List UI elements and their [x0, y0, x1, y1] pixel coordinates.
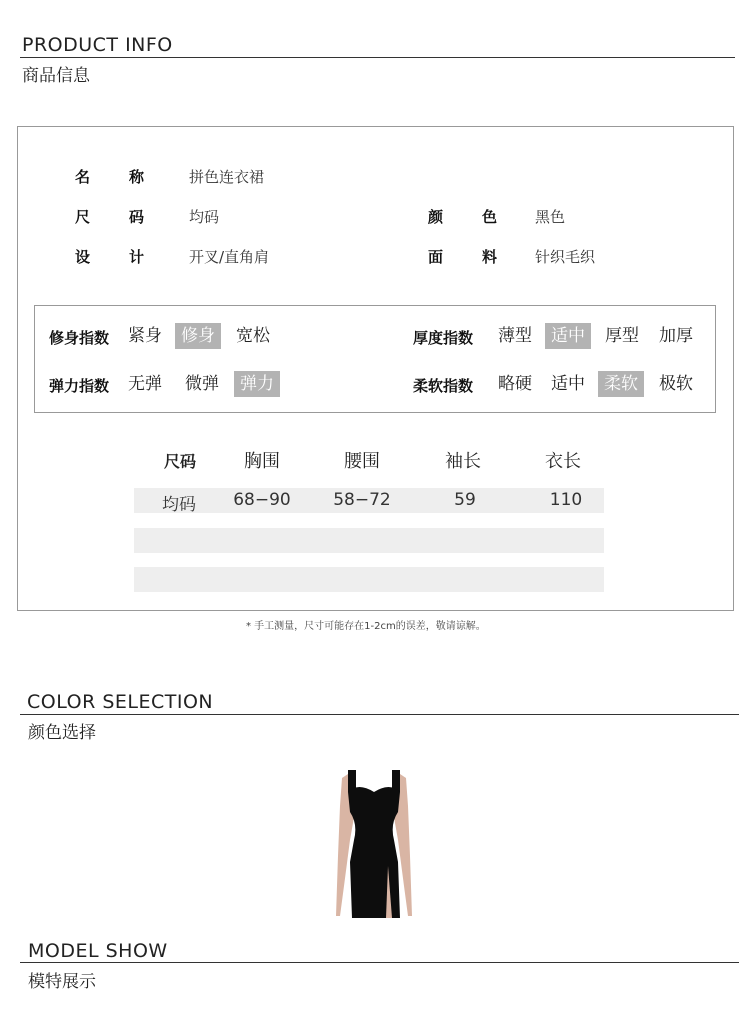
spec-name-label-2: 称 [129, 168, 145, 186]
spec-design-label-1: 设 [75, 248, 91, 266]
spec-fabric-value: 针织毛织 [535, 248, 596, 266]
size-table-header-size: 尺码 [163, 452, 196, 471]
product-info-title-en: PRODUCT INFO [22, 34, 173, 56]
fit-option-slim-selected: 修身 [175, 323, 221, 349]
color-selection-title-zh: 颜色选择 [28, 723, 96, 743]
spec-design-label-2: 计 [129, 248, 145, 266]
stretch-option-elastic-selected: 弹力 [234, 371, 280, 397]
model-show-title-en: MODEL SHOW [28, 940, 168, 962]
size-table-header-waist: 腰围 [344, 451, 380, 472]
thickness-option-thick: 厚型 [605, 326, 639, 346]
waist-cell: 58−72 [333, 490, 391, 510]
table-row-empty [134, 528, 604, 553]
spec-fabric-label-2: 料 [482, 248, 498, 266]
dress-image-graphic [336, 766, 412, 920]
spec-color-value: 黑色 [535, 208, 566, 226]
fit-option-tight: 紧身 [128, 326, 162, 346]
size-table-header-bust: 胸围 [244, 451, 280, 472]
section-divider [20, 962, 739, 963]
thickness-option-medium-selected: 适中 [545, 323, 591, 349]
size-table-header-length: 衣长 [545, 451, 581, 472]
softness-option-firm: 略硬 [498, 374, 532, 394]
stretch-option-slight: 微弹 [185, 374, 219, 394]
softness-index-label: 柔软指数 [413, 377, 474, 395]
length-cell: 110 [549, 490, 583, 510]
thickness-option-extra-thick: 加厚 [659, 326, 693, 346]
table-row-empty [134, 567, 604, 592]
size-table-header-sleeve: 袖长 [445, 451, 481, 472]
color-selection-title-en: COLOR SELECTION [27, 691, 214, 713]
spec-size-value: 均码 [189, 208, 220, 226]
fit-index-label: 修身指数 [49, 329, 110, 347]
spec-name-value: 拼色连衣裙 [189, 168, 265, 186]
sleeve-cell: 59 [454, 490, 476, 510]
stretch-index-label: 弹力指数 [49, 377, 110, 395]
spec-name-label-1: 名 [75, 168, 91, 186]
spec-color-label-2: 色 [482, 208, 498, 226]
size-cell: 均码 [162, 495, 196, 515]
thickness-option-thin: 薄型 [498, 326, 532, 346]
product-info-title-zh: 商品信息 [22, 66, 90, 86]
section-divider [20, 57, 735, 58]
softness-option-soft-selected: 柔软 [598, 371, 644, 397]
section-divider [20, 714, 739, 715]
fit-option-loose: 宽松 [236, 326, 270, 346]
bust-cell: 68−90 [233, 490, 291, 510]
stretch-option-none: 无弹 [128, 374, 162, 394]
spec-size-label-2: 码 [129, 208, 145, 226]
model-show-title-zh: 模特展示 [28, 972, 96, 992]
spec-fabric-label-1: 面 [428, 248, 444, 266]
spec-design-value: 开叉/直角肩 [189, 248, 270, 266]
spec-size-label-1: 尺 [75, 208, 91, 226]
dress-swatch-image[interactable] [336, 766, 412, 920]
measurement-note: * 手工测量，尺寸可能存在1-2cm的误差，敬请谅解。 [246, 621, 486, 632]
softness-option-extra-soft: 极软 [659, 374, 693, 394]
thickness-index-label: 厚度指数 [413, 329, 474, 347]
softness-option-medium: 适中 [551, 374, 585, 394]
spec-color-label-1: 颜 [428, 208, 444, 226]
